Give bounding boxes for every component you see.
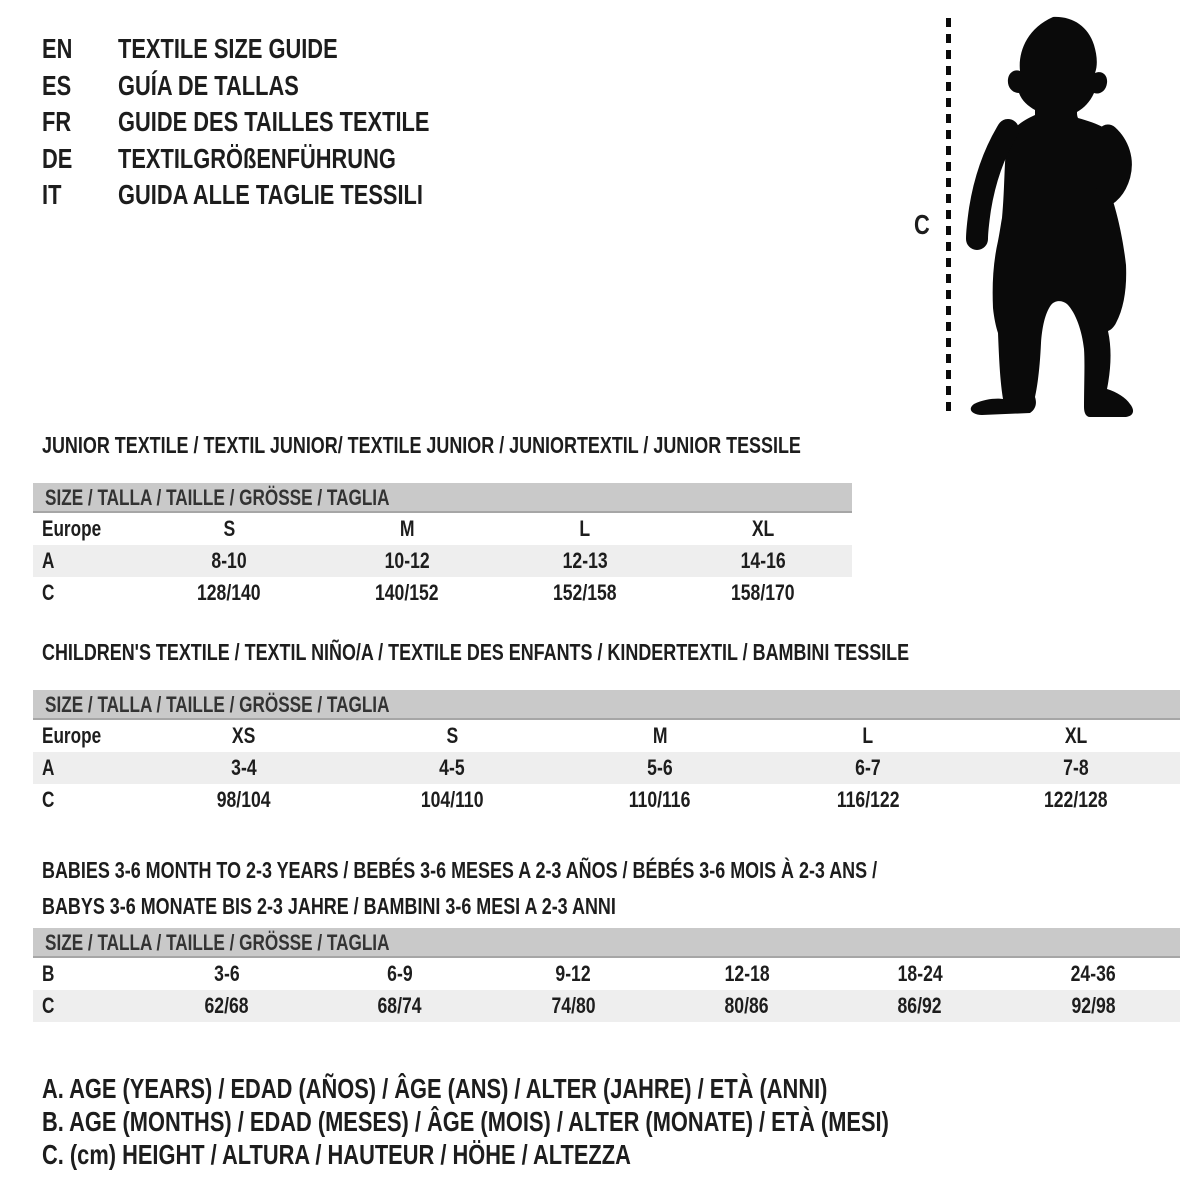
table-cell: 18-24 [897, 961, 943, 986]
junior-section-title: JUNIOR TEXTILE / TEXTIL JUNIOR/ TEXTILE JUNIOR / JUNIORTEXTIL / JUNIOR TESSILE [42, 432, 801, 458]
language-code: FR [42, 106, 72, 137]
table-cell: 152/158 [553, 580, 617, 605]
table-row-europe [33, 720, 1180, 752]
table-cell: 4-5 [439, 755, 465, 780]
table-cell: 3-6 [213, 961, 240, 986]
row-label: C [42, 580, 55, 605]
table-cell: 12-18 [724, 961, 770, 986]
row-label: C [42, 787, 55, 812]
table-cell: 12-13 [562, 548, 608, 573]
size-header-bar: SIZE / TALLA / TAILLE / GRÖSSE / TAGLIA [33, 928, 1180, 958]
height-measure-dashed-line [946, 18, 951, 414]
table-cell: 122/128 [1044, 787, 1108, 812]
row-label: Europe [42, 516, 102, 541]
toddler-silhouette-icon [958, 13, 1146, 421]
table-cell: 6-9 [387, 961, 413, 986]
row-label: A [42, 755, 55, 780]
table-cell: M [652, 723, 668, 748]
babies-title-line1: BABIES 3-6 MONTH TO 2-3 YEARS / BEBÉS 3-6 MESES A 2-3 AÑOS / BÉBÉS 3-6 MOIS À 2-3 ANS / [42, 857, 878, 883]
children-size-table [33, 690, 1180, 816]
table-cell: 98/104 [217, 787, 271, 812]
junior-size-table [33, 483, 852, 609]
language-code: EN [42, 33, 73, 64]
table-row-c [33, 990, 1180, 1022]
size-header-bar: SIZE / TALLA / TAILLE / GRÖSSE / TAGLIA [33, 483, 852, 513]
table-cell: M [399, 516, 415, 541]
table-row-c [33, 784, 1180, 816]
row-label: B [42, 961, 55, 986]
table-cell: 158/170 [731, 580, 795, 605]
language-code: ES [42, 69, 72, 101]
children-section-title: CHILDREN'S TEXTILE / TEXTIL NIÑO/A / TEXTILE DES ENFANTS / KINDERTEXTIL / BAMBINI TESSILE [42, 639, 910, 665]
footnote-c: C. (cm) HEIGHT / ALTURA / HAUTEUR / HÖHE / ALTEZZA [42, 1139, 631, 1170]
footnote-legend [42, 1072, 1128, 1171]
row-label: C [42, 993, 55, 1018]
table-cell: S [223, 516, 235, 541]
language-label: GUIDE DES TAILLES TEXTILE [118, 106, 430, 137]
language-row-es [42, 68, 742, 105]
table-cell: 9-12 [555, 961, 591, 986]
language-row-de [42, 141, 742, 178]
table-cell: 7-8 [1063, 755, 1089, 780]
footnote-b: B. AGE (MONTHS) / EDAD (MESES) / ÂGE (MOIS) / ALTER (MONATE) / ETÀ (MESI) [42, 1106, 889, 1137]
table-cell: 80/86 [724, 993, 769, 1018]
table-cell: XL [751, 516, 775, 541]
language-label: GUIDA ALLE TAGLIE TESSILI [118, 179, 423, 210]
babies-section-title [42, 852, 1113, 924]
row-label: A [42, 548, 55, 573]
language-code: IT [42, 179, 62, 210]
babies-size-table [33, 928, 1180, 1022]
table-row-b [33, 958, 1180, 990]
table-cell: 14-16 [740, 548, 786, 573]
table-cell: 8-10 [211, 548, 247, 573]
table-cell: 86/92 [897, 993, 942, 1018]
table-cell: 6-7 [855, 755, 881, 780]
table-cell: S [446, 723, 458, 748]
table-row-a [33, 752, 1180, 784]
footnote-a: A. AGE (YEARS) / EDAD (AÑOS) / ÂGE (ANS) / ALTER (JAHRE) / ETÀ (ANNI) [42, 1073, 828, 1104]
table-cell: 10-12 [384, 548, 430, 573]
table-cell: 128/140 [197, 580, 261, 605]
table-cell: 110/116 [629, 787, 691, 812]
language-code: DE [42, 142, 73, 174]
table-cell: 140/152 [375, 580, 439, 605]
table-row-a [33, 545, 852, 577]
table-cell: 104/110 [420, 787, 484, 812]
table-row-europe [33, 513, 852, 545]
table-cell: 116/122 [836, 787, 900, 812]
table-cell: XL [1064, 723, 1088, 748]
size-header-bar: SIZE / TALLA / TAILLE / GRÖSSE / TAGLIA [33, 690, 1180, 720]
language-row-en [42, 31, 742, 68]
table-cell: L [862, 723, 874, 748]
language-label: GUÍA DE TALLAS [118, 69, 299, 101]
table-cell: 68/74 [377, 993, 423, 1018]
height-measure-label: C [914, 209, 930, 240]
table-cell: 74/80 [551, 993, 596, 1018]
language-row-fr [42, 104, 742, 141]
table-cell: 5-6 [647, 755, 673, 780]
table-cell: L [579, 516, 591, 541]
table-cell: 62/68 [204, 993, 249, 1018]
row-label: Europe [42, 723, 102, 748]
language-heading-list [42, 31, 742, 214]
language-row-it [42, 177, 742, 214]
table-cell: 92/98 [1071, 993, 1116, 1018]
language-label: TEXTILE SIZE GUIDE [118, 33, 338, 64]
babies-title-line2: BABYS 3-6 MONATE BIS 2-3 JAHRE / BAMBINI 3-6 MESI A 2-3 ANNI [42, 893, 616, 919]
table-cell: XS [232, 723, 256, 748]
table-row-c [33, 577, 852, 609]
language-label: TEXTILGRÖßENFÜHRUNG [118, 142, 396, 174]
table-cell: 3-4 [231, 755, 257, 780]
table-cell: 24-36 [1070, 961, 1116, 986]
